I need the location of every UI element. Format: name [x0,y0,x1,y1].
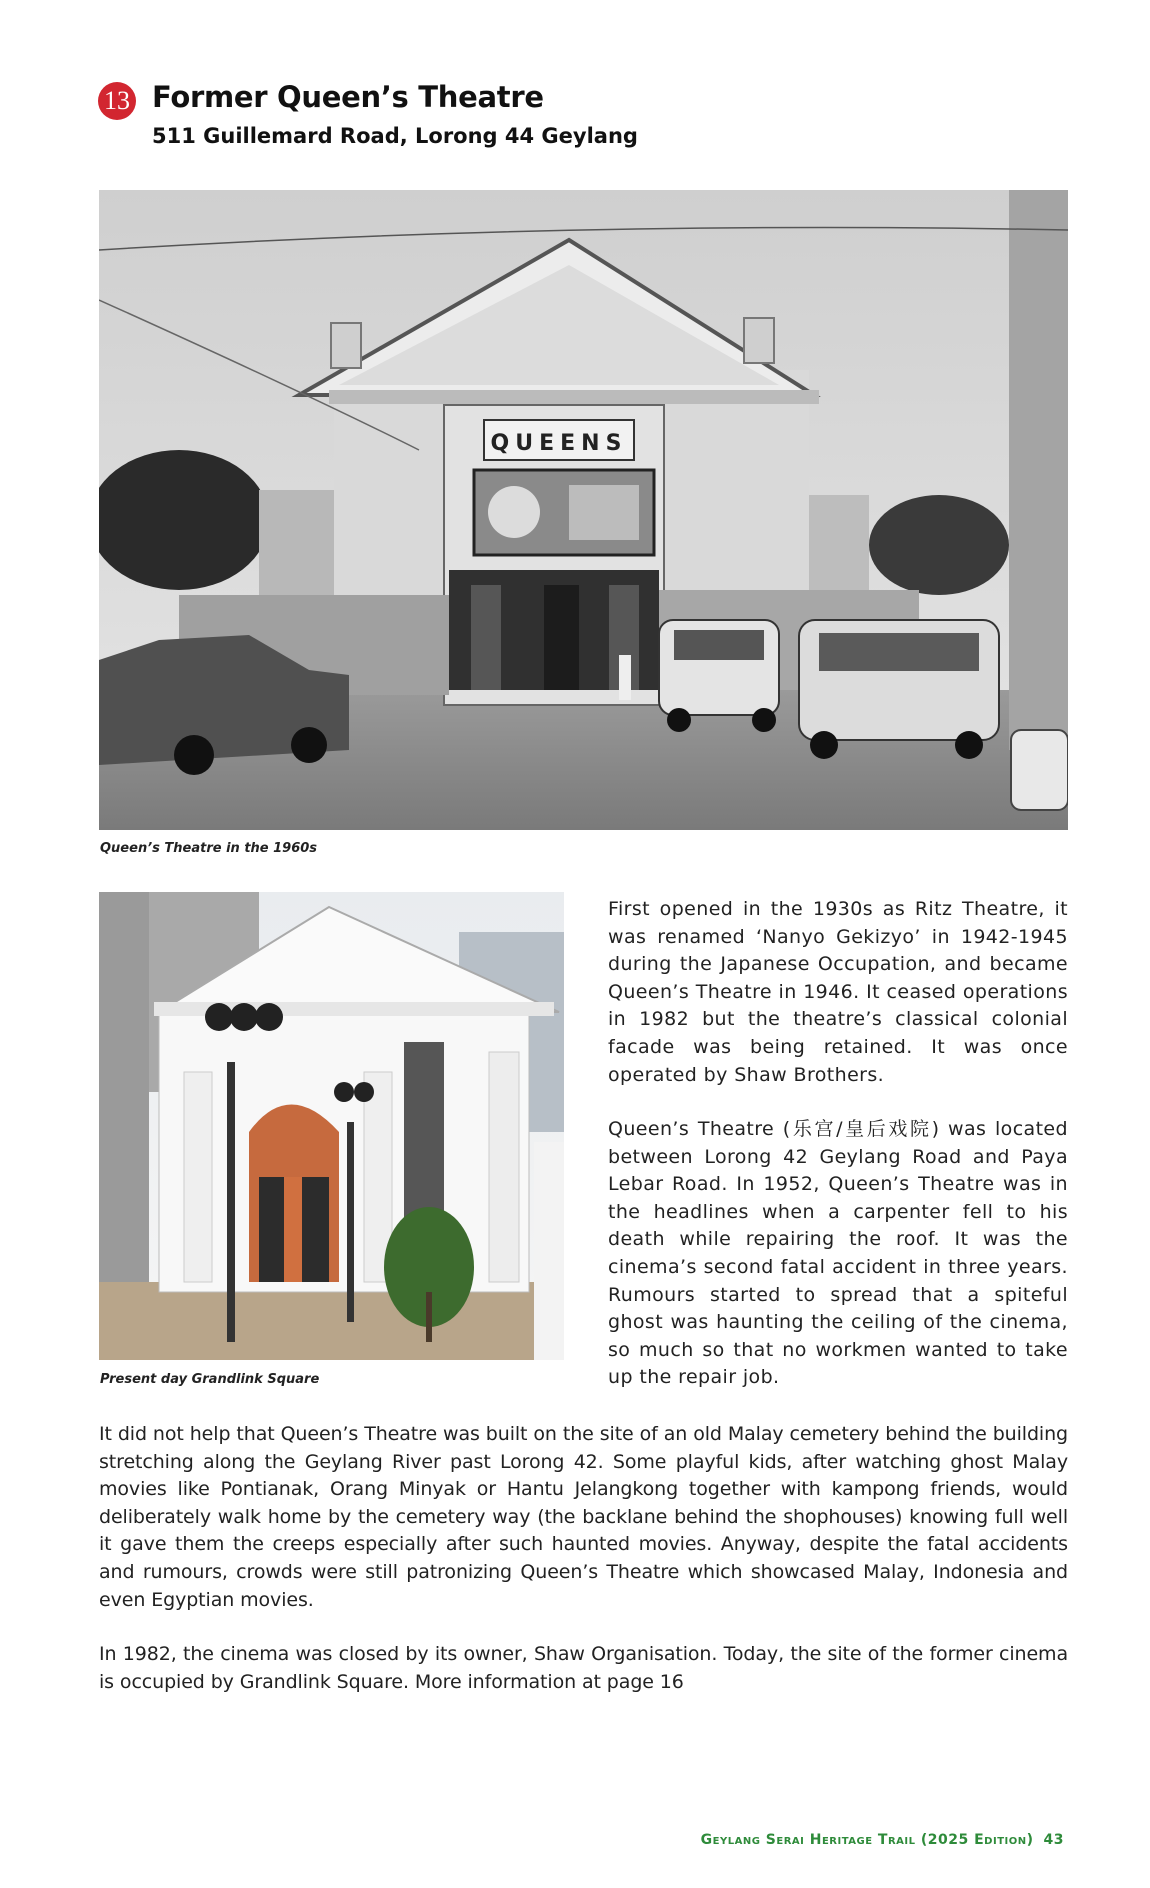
present-day-photo [99,892,564,1360]
historic-theatre-photo [99,190,1068,830]
site-address: 511 Guillemard Road, Lorong 44 Geylang [152,124,638,148]
page-title: Former Queen’s Theatre [152,80,544,114]
page-number: 43 [1043,1832,1064,1848]
present-photo-caption: Present day Grandlink Square [100,1372,320,1387]
marquee-sign-text: QUEENS [490,431,628,456]
history-paragraph-1: First opened in the 1930s as Ritz Theatre, it was renamed ‘Nanyo Gekizyo’ in 1942-1945 during the Japanese Occupation, and became Queen’s Theatre in 1946. It ceased operations in 1982 but the theatre’s classical colonial facade was being retained. It was once operated by Shaw Brothers. [608,898,1068,1086]
publication-title: Geylang Serai Heritage Trail (2025 Edition) [700,1832,1034,1848]
history-paragraph-2: Queen’s Theatre (乐宫/皇后戏院) was located between Lorong 42 Geylang Road and Paya Lebar Road. In 1952, Queen’s Theatre was in the headlines when a carpenter fell to his death while repairing the roof. It was the cinema’s second fatal accident in three years. Rumours started to spread that a spiteful ghost was haunting the ceiling of the cinema, so much so that no workmen wanted to take up the repair job. [608,1118,1068,1389]
site-number-badge: 13 [98,82,136,120]
historic-photo-caption: Queen’s Theatre in the 1960s [100,841,318,856]
history-paragraph-4: In 1982, the cinema was closed by its owner, Shaw Organisation. Today, the site of the former cinema is occupied by Grandlink Square. More information at page 16 [99,1643,1068,1693]
page-footer [701,1832,1064,1848]
history-paragraph-3: It did not help that Queen’s Theatre was built on the site of an old Malay cemetery behind the building stretching along the Geylang River past Lorong 42. Some playful kids, after watching ghost Malay movies like Pontianak, Orang Minyak or Hantu Jelangkong together with kampong friends, would deliberately walk home by the cemetery way (the backlane behind the shophouses) knowing full well it gave them the creeps especially after such haunted movies. Anyway, despite the fatal accidents and rumours, crowds were still patronizing Queen’s Theatre which showcased Malay, Indonesia and even Egyptian movies. [99,1423,1068,1611]
